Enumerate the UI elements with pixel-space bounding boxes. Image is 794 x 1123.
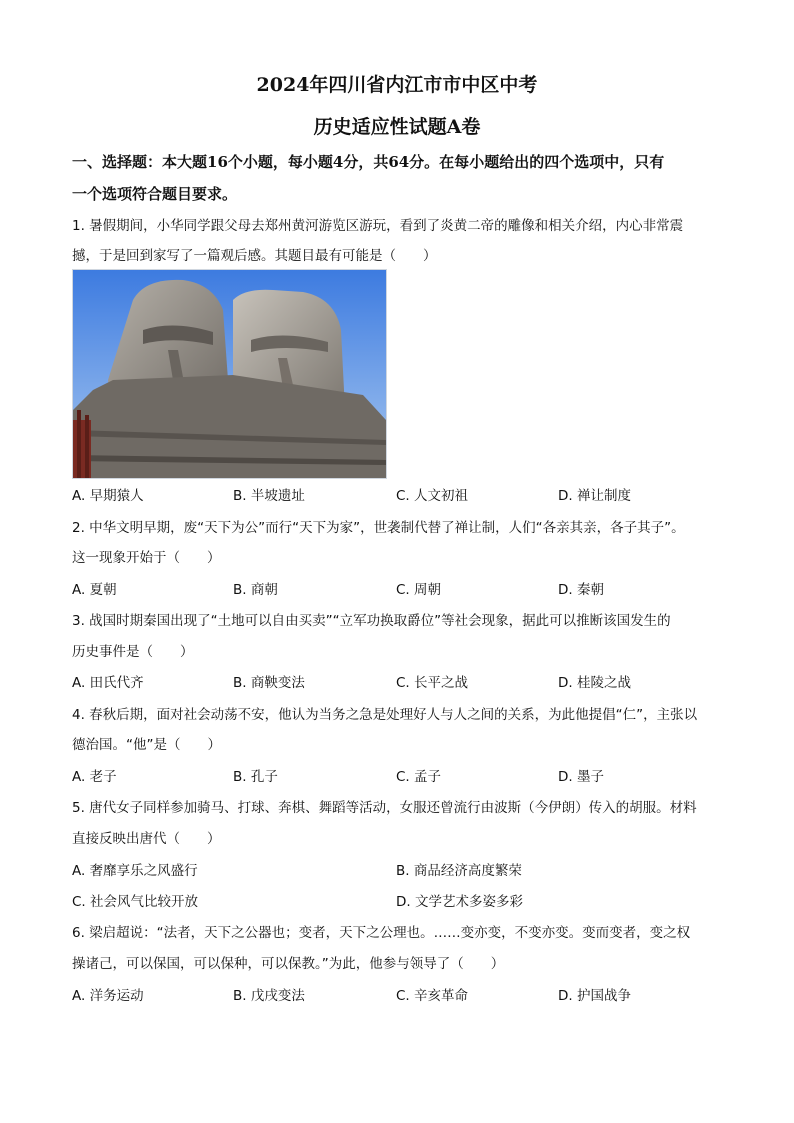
question-5-line2: 直接反映出唐代（ ） bbox=[72, 831, 221, 847]
q5-option-d: D. 文学艺术多姿多彩 bbox=[396, 894, 523, 910]
q6-option-b: B. 戊戌变法 bbox=[233, 988, 305, 1004]
exam-title-line2: 历史适应性试题A卷 bbox=[313, 116, 481, 138]
q1-option-c: C. 人文初祖 bbox=[396, 488, 469, 504]
q1-option-a: A. 早期猿人 bbox=[72, 488, 144, 504]
q5-option-b: B. 商品经济高度繁荣 bbox=[396, 863, 522, 879]
q6-option-c: C. 辛亥革命 bbox=[396, 988, 469, 1004]
question-1-line1: 1. 暑假期间，小华同学跟父母去郑州黄河游览区游玩，看到了炎黄二帝的雕像和相关介绍，内心非常震 bbox=[72, 218, 684, 234]
question-1-line2: 撼，于是回到家写了一篇观后感。其题目最有可能是（ ） bbox=[72, 248, 437, 264]
question-2-line2: 这一现象开始于（ ） bbox=[72, 550, 221, 566]
q6-option-a: A. 洋务运动 bbox=[72, 988, 144, 1004]
exam-title-line1: 2024年四川省内江市市中区中考 bbox=[256, 74, 538, 96]
q3-option-a: A. 田氏代齐 bbox=[72, 675, 144, 691]
q3-option-d: D. 桂陵之战 bbox=[558, 675, 631, 691]
q4-option-c: C. 孟子 bbox=[396, 769, 442, 785]
q3-option-c: C. 长平之战 bbox=[396, 675, 469, 691]
q4-option-b: B. 孔子 bbox=[233, 769, 278, 785]
q4-option-a: A. 老子 bbox=[72, 769, 117, 785]
question-3-line1: 3. 战国时期秦国出现了“土地可以自由买卖”“立军功换取爵位”等社会现象，据此可以推断该国发生的 bbox=[72, 613, 671, 629]
q6-option-d: D. 护国战争 bbox=[558, 988, 631, 1004]
question-2-line1: 2. 中华文明早期，废“天下为公”而行“天下为家”，世袭制代替了禅让制，人们“各亲其亲，各子其子”。 bbox=[72, 520, 685, 536]
question-3-line2: 历史事件是（ ） bbox=[72, 644, 194, 660]
q2-option-a: A. 夏朝 bbox=[72, 582, 117, 598]
question-5-line1: 5. 唐代女子同样参加骑马、打球、奔棋、舞蹈等活动，女服还曾流行由波斯（今伊朗）传入的胡服。材料 bbox=[72, 800, 697, 816]
question-4-line1: 4. 春秋后期，面对社会动荡不安，他认为当务之急是处理好人与人之间的关系，为此他提倡“仁”，主张以 bbox=[72, 707, 698, 723]
q2-option-b: B. 商朝 bbox=[233, 582, 278, 598]
question-6-line2: 操诸己，可以保国，可以保种，可以保教。”为此，他参与领导了（ ） bbox=[72, 956, 505, 972]
section-heading-line1: 一、选择题：本大题16个小题，每小题4分，共64分。在每小题给出的四个选项中，只有 bbox=[72, 153, 665, 171]
q3-option-b: B. 商鞅变法 bbox=[233, 675, 305, 691]
q5-option-c: C. 社会风气比较开放 bbox=[72, 894, 199, 910]
q2-option-d: D. 秦朝 bbox=[558, 582, 604, 598]
q1-option-b: B. 半坡遗址 bbox=[233, 488, 305, 504]
q1-option-d: D. 禅让制度 bbox=[558, 488, 631, 504]
question-4-line2: 德治国。“他”是（ ） bbox=[72, 737, 221, 753]
section-heading-line2: 一个选项符合题目要求。 bbox=[72, 185, 238, 203]
q4-option-d: D. 墨子 bbox=[558, 769, 604, 785]
yan-huang-statue-photo bbox=[72, 269, 387, 479]
q5-option-a: A. 奢靡享乐之风盛行 bbox=[72, 863, 198, 879]
question-6-line1: 6. 梁启超说：“法者，天下之公器也；变者，天下之公理也。……变亦变，不变亦变。变而变者，变之权 bbox=[72, 925, 691, 941]
q2-option-c: C. 周朝 bbox=[396, 582, 442, 598]
